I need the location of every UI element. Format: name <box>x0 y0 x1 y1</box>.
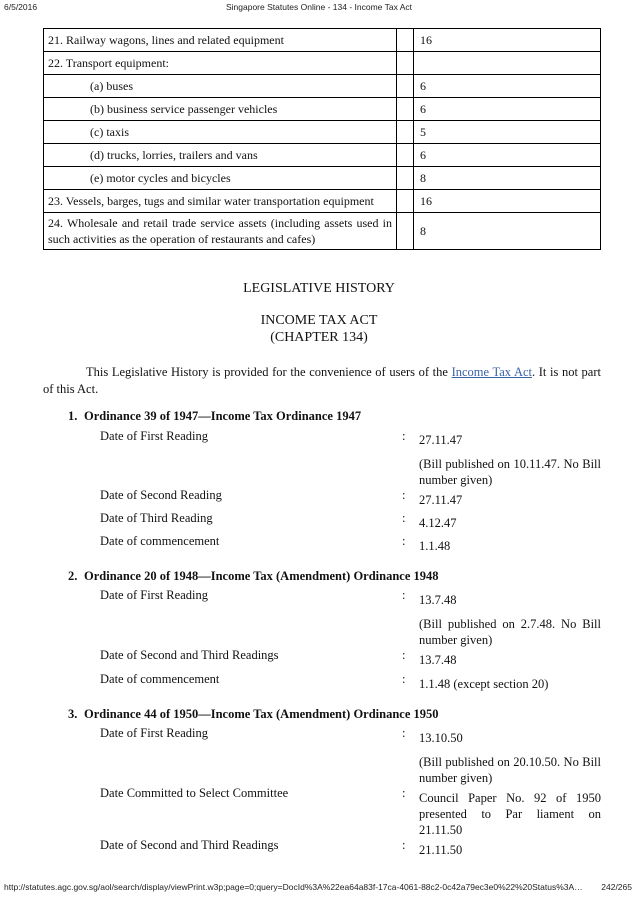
table-cell-description: 23. Vessels, barges, tugs and similar water transportation equipment <box>44 190 397 213</box>
table-cell-value: 6 <box>414 75 601 98</box>
entry-label: Date Committed to Select Committee <box>100 786 289 800</box>
table-row <box>44 190 601 213</box>
table-cell-description: 24. Wholesale and retail trade service assets (including assets used in such activities as the operation of restaurants and cafes) <box>44 213 397 250</box>
entry-colon: : <box>402 429 406 443</box>
entry-label: Date of First Reading <box>100 726 208 740</box>
table-row <box>44 52 601 75</box>
ordinance-heading <box>68 409 361 424</box>
table-cell-blank <box>397 98 414 121</box>
print-date: 6/5/2016 <box>4 2 38 12</box>
entry-label: Date of commencement <box>100 534 220 548</box>
entry-value: 13.7.48 <box>419 593 457 607</box>
chapter-title: (CHAPTER 134) <box>270 330 368 345</box>
entry-value: 13.10.50 <box>419 731 463 745</box>
entry-label: Date of First Reading <box>100 429 208 443</box>
print-title: Singapore Statutes Online - 134 - Income Tax Act <box>225 2 412 12</box>
table-cell-description: (c) taxis <box>44 121 397 144</box>
table-cell-blank <box>397 190 414 213</box>
table-cell-blank <box>397 213 414 250</box>
entry-value: 13.7.48 <box>419 653 457 667</box>
table-cell-blank <box>397 75 414 98</box>
entry-colon: : <box>402 534 406 548</box>
table-cell-value: 6 <box>414 98 601 121</box>
table-cell-value: 8 <box>414 167 601 190</box>
ordinance-title: Ordinance 20 of 1948—Income Tax (Amendment) Ordinance 1948 <box>84 569 439 583</box>
table-row <box>44 167 601 190</box>
table-row <box>44 29 601 52</box>
table-cell-blank <box>397 52 414 75</box>
entry-colon: : <box>402 672 406 686</box>
entry-value: 27.11.47 <box>419 433 463 447</box>
entry-colon: : <box>402 726 406 740</box>
table-cell-value: 16 <box>414 190 601 213</box>
ordinance-number: 2. <box>68 569 78 583</box>
intro-paragraph <box>43 364 601 398</box>
entry-label: Date of commencement <box>100 672 220 686</box>
entry-colon: : <box>402 648 406 662</box>
table-cell-value: 16 <box>414 29 601 52</box>
table-cell-blank <box>397 144 414 167</box>
entry-value: 1.1.48 <box>419 539 451 553</box>
legislative-history-heading: LEGISLATIVE HISTORY <box>243 281 395 296</box>
footer-url: http://statutes.agc.gov.sg/aol/search/display/viewPrint.w3p;page=0;query=DocId%3A%22ea64a83f-17ca-4061-88c2-0c42a79ec3e0%22%20Status%3A… <box>4 882 583 892</box>
act-title: INCOME TAX ACT <box>260 313 378 328</box>
entry-colon: : <box>402 588 406 602</box>
entry-note: (Bill published on 20.10.50. No Bill number given) <box>419 755 601 785</box>
table-cell-value: 6 <box>414 144 601 167</box>
table-cell-description: (a) buses <box>44 75 397 98</box>
ordinance-heading <box>68 569 439 584</box>
intro-text-end: . It is not part of this Act. <box>43 365 601 396</box>
entry-value: 27.11.47 <box>419 493 463 507</box>
entry-label: Date of Second and Third Readings <box>100 838 279 852</box>
entry-value: 1.1.48 (except section 20) <box>419 677 549 691</box>
ordinance-heading <box>68 707 439 722</box>
entry-value: Council Paper No. 92 of 1950 presented to Par liament on 21.11.50 <box>419 791 601 837</box>
entry-colon: : <box>402 786 406 800</box>
table-row <box>44 121 601 144</box>
table-row <box>44 144 601 167</box>
entry-colon: : <box>402 838 406 852</box>
intro-text: This Legislative History is provided for the convenience of users of the <box>86 365 452 379</box>
table-cell-blank <box>397 167 414 190</box>
entry-colon: : <box>402 511 406 525</box>
ordinance-number: 1. <box>68 409 78 423</box>
entry-note: (Bill published on 2.7.48. No Bill number given) <box>419 617 601 647</box>
ordinance-title: Ordinance 39 of 1947—Income Tax Ordinance 1947 <box>84 409 362 423</box>
depreciation-table <box>43 28 601 250</box>
entry-label: Date of Second Reading <box>100 488 222 502</box>
entry-label: Date of Third Reading <box>100 511 213 525</box>
table-row <box>44 213 601 250</box>
entry-value: 4.12.47 <box>419 516 457 530</box>
entry-note: (Bill published on 10.11.47. No Bill number given) <box>419 457 601 487</box>
ordinance-number: 3. <box>68 707 78 721</box>
table-cell-description: 21. Railway wagons, lines and related equipment <box>44 29 397 52</box>
table-cell-value: 8 <box>414 213 601 250</box>
table-cell-blank <box>397 29 414 52</box>
table-row <box>44 98 601 121</box>
table-cell-value: 5 <box>414 121 601 144</box>
table-cell-description: (b) business service passenger vehicles <box>44 98 397 121</box>
table-row <box>44 75 601 98</box>
table-cell-value <box>414 52 601 75</box>
table-cell-description: (d) trucks, lorries, trailers and vans <box>44 144 397 167</box>
table-cell-blank <box>397 121 414 144</box>
ordinance-title: Ordinance 44 of 1950—Income Tax (Amendment) Ordinance 1950 <box>84 707 439 721</box>
table-cell-description: (e) motor cycles and bicycles <box>44 167 397 190</box>
table-cell-description: 22. Transport equipment: <box>44 52 397 75</box>
income-tax-act-link[interactable]: Income Tax Act <box>451 365 532 379</box>
entry-colon: : <box>402 488 406 502</box>
entry-label: Date of First Reading <box>100 588 208 602</box>
page-number: 242/265 <box>601 882 632 892</box>
entry-value: 21.11.50 <box>419 843 463 857</box>
entry-label: Date of Second and Third Readings <box>100 648 279 662</box>
